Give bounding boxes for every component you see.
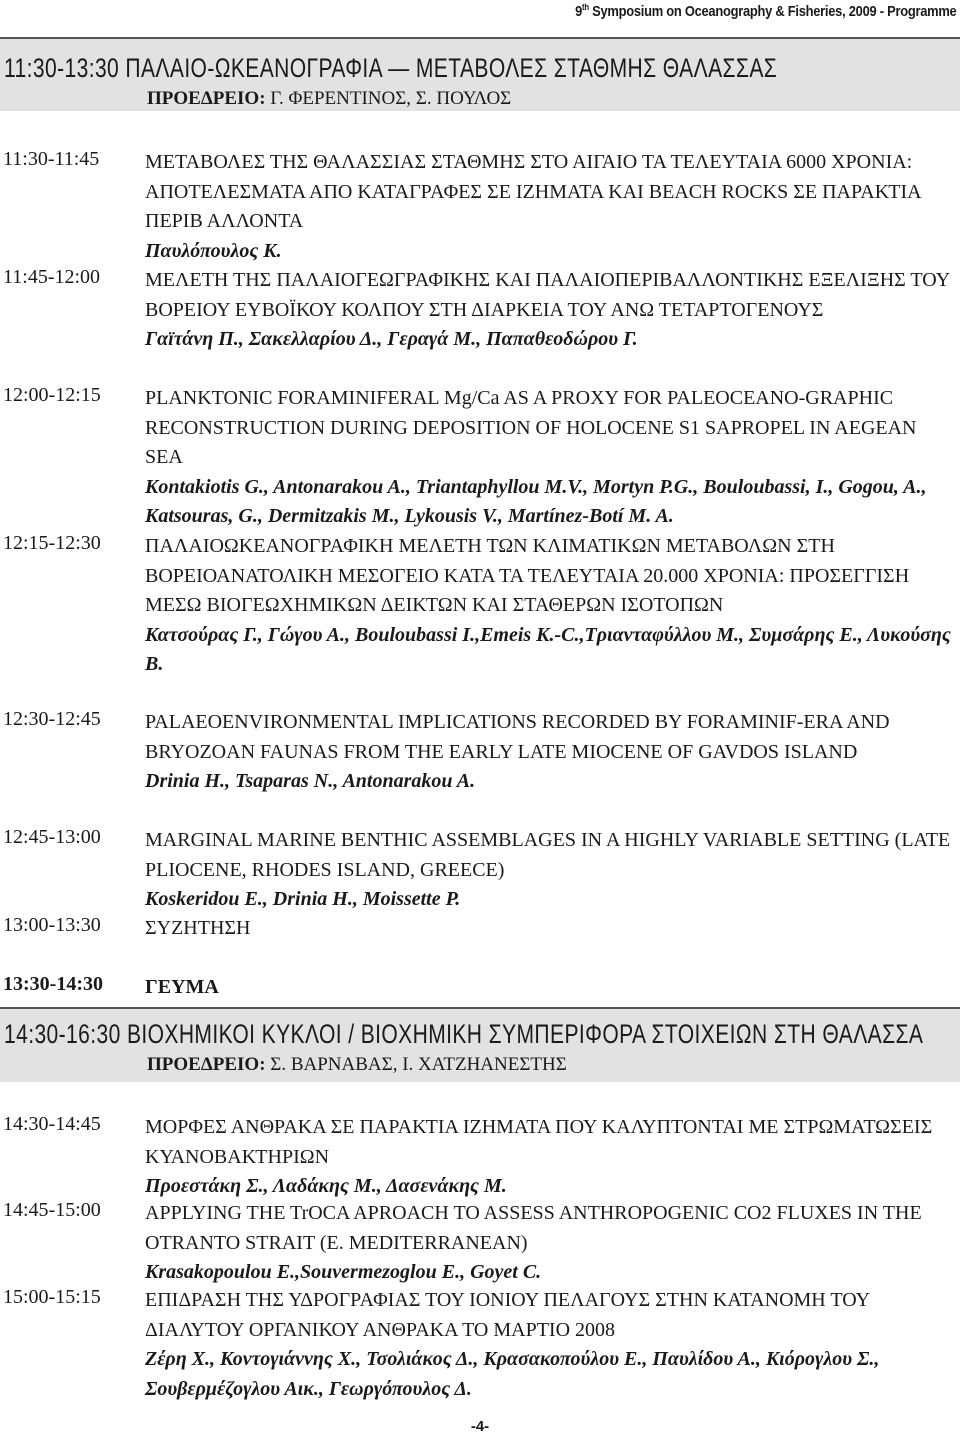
talk-title: ΣΥΖΗΤΗΣΗ bbox=[145, 917, 251, 939]
talk-time: 12:15-12:30 bbox=[3, 532, 101, 554]
talk-time: 12:30-12:45 bbox=[3, 708, 101, 730]
talk-authors: Krasakopoulou E.,Souvermezoglou E., Goyet C. bbox=[145, 1261, 542, 1284]
talk-time: 14:30-14:45 bbox=[3, 1113, 101, 1135]
lunch-label: ΓΕΥΜΑ bbox=[145, 976, 219, 998]
session-1-title: 11:30-13:30 ΠΑΛΑΙΟ-ΩΚΕΑΝΟΓΡΑΦΙΑ — ΜΕΤΑΒΟΛΕΣ ΣΤΑΘΜΗΣ ΘΑΛΑΣΣΑΣ bbox=[4, 53, 778, 83]
talk-time: 14:45-15:00 bbox=[3, 1199, 101, 1221]
talk-title: MARGINAL MARINE BENTHIC ASSEMBLAGES IN A HIGHLY VARIABLE SETTING (LATE PLIOCENE, RHODES ISLAND, GREECE) bbox=[145, 829, 951, 881]
talk-authors: Drinia H., Tsaparas N., Antonarakou A. bbox=[145, 770, 476, 793]
session-2-title: 14:30-16:30 ΒΙΟΧΗΜΙΚΟΙ ΚΥΚΛΟΙ / ΒΙΟΧΗΜΙΚΗ ΣΥΜΠΕΡΙΦΟΡΑ ΣΤΟΙΧΕΙΩΝ ΣΤΗ ΘΑΛΑΣΣΑ bbox=[4, 1019, 924, 1049]
page-number: -4- bbox=[470, 1418, 490, 1435]
talk-time: 13:00-13:30 bbox=[3, 914, 101, 936]
lunch-time: 13:30-14:30 bbox=[3, 973, 103, 995]
talk-authors: Γαϊτάνη Π., Σακελλαρίου Δ., Γεραγά Μ., Παπαθεοδώρου Γ. bbox=[145, 328, 638, 351]
talk-time: 11:30-11:45 bbox=[3, 148, 100, 170]
talk-authors: Προεστάκη Σ., Λαδάκης Μ., Δασενάκης Μ. bbox=[145, 1175, 507, 1198]
talk-authors: Παυλόπουλος Κ. bbox=[145, 239, 282, 262]
talk-title: APPLYING THE TrOCA APROACH TO ASSESS ANTHROPOGENIC CO2 FLUXES IN THE OTRANTO STRAIT (E. MEDITERRANEAN) bbox=[145, 1202, 922, 1254]
session-1-chair: ΠΡΟΕΔΡΕΙΟ: Γ. ΦΕΡΕΝΤΙΝΟΣ, Σ. ΠΟΥΛΟΣ bbox=[147, 88, 512, 109]
talk-title: ΠΑΛΑΙΟΩΚΕΑΝΟΓΡΑΦΙΚΗ ΜΕΛΕΤΗ ΤΩΝ ΚΛΙΜΑΤΙΚΩΝ ΜΕΤΑΒΟΛΩΝ ΣΤΗ ΒΟΡΕΙΟΑΝΑΤΟΛΙΚΗ ΜΕΣΟΓΕΙΟ ΚΑΤΑ ΤΑ ΤΕΛΕΥΤΑΙΑ 20.000 ΧΡΟΝΙΑ: ΠΡΟΣΕΓΓΙΣΗ ΜΕΣΩ ΒΙΟΓΕΩΧΗΜΙΚΩΝ ΔΕΙΚΤΩΝ ΚΑΙ ΣΤΑΘΕΡΩΝ ΙΣΟΤΟΠΩΝ bbox=[145, 535, 910, 617]
session-2-chair: ΠΡΟΕΔΡΕΙΟ: Σ. ΒΑΡΝΑΒΑΣ, Ι. ΧΑΤΖΗΑΝΕΣΤΗΣ bbox=[147, 1054, 567, 1075]
talk-authors: Koskeridou E., Drinia H., Moissette P. bbox=[145, 888, 461, 911]
talk-title: ΜΟΡΦΕΣ ΑΝΘΡΑΚΑ ΣΕ ΠΑΡΑΚΤΙΑ ΙΖΗΜΑΤΑ ΠΟΥ ΚΑΛΥΠΤΟΝΤΑΙ ΜΕ ΣΤΡΩΜΑΤΩΣΕΙΣ ΚΥΑΝΟΒΑΚΤΗΡΙΩΝ bbox=[145, 1116, 933, 1168]
talk-time: 12:00-12:15 bbox=[3, 384, 101, 406]
talk-authors: Ζέρη Χ., Κοντογιάννης Χ., Τσολιάκος Δ., Κρασακοπούλου Ε., Παυλίδου Α., Κιόρογλου Σ., Σουβερμέζογλου Αικ., Γεωργόπουλος Δ. bbox=[145, 1348, 880, 1400]
talk-title: PALAEOENVIRONMENTAL IMPLICATIONS RECORDED BY FORAMINIF-ERA AND BRYOZOAN FAUNAS FROM THE EARLY LATE MIOCENE OF GAVDOS ISLAND bbox=[145, 711, 890, 763]
talk-authors: Κατσούρας Γ., Γώγου Α., Bouloubassi I.,Emeis K.-C.,Τριανταφύλλου Μ., Συμσάρης Ε., Λυκούσης Β. bbox=[145, 623, 951, 676]
talk-title: ΜΕΛΕΤΗ ΤΗΣ ΠΑΛΑΙΟΓΕΩΓΡΑΦΙΚΗΣ ΚΑΙ ΠΑΛΑΙΟΠΕΡΙΒΑΛΛΟΝΤΙΚΗΣ ΕΞΕΛΙΞΗΣ ΤΟΥ ΒΟΡΕΙΟΥ ΕΥΒΟΪΚΟΥ ΚΟΛΠΟΥ ΣΤΗ ΔΙΑΡΚΕΙΑ ΤΟΥ ΑΝΩ ΤΕΤΑΡΤΟΓΕΝΟΥΣ bbox=[145, 269, 950, 321]
talk-time: 15:00-15:15 bbox=[3, 1286, 101, 1308]
page-header: 9th Symposium on Oceanography & Fisheries, 2009 - Programme bbox=[574, 2, 956, 20]
talk-authors: Kontakiotis G., Antonarakou A., Triantaphyllou M.V., Mortyn P.G., Bouloubassi, I., Gogou, A., Katsouras, G., Dermitzakis M., Lykousis V., Martínez-Botí M. A. bbox=[145, 475, 927, 528]
talk-title: PLANKTONIC FORAMINIFERAL Mg/Ca AS A PROXY FOR PALEOCEANO-GRAPHIC RECONSTRUCTION DURING DEPOSITION OF HOLOCENE S1 SAPROPEL IN AEGEAN SEA bbox=[145, 387, 917, 469]
talk-time: 11:45-12:00 bbox=[3, 266, 101, 288]
talk-title: ΜΕΤΑΒΟΛΕΣ ΤΗΣ ΘΑΛΑΣΣΙΑΣ ΣΤΑΘΜΗΣ ΣΤΟ ΑΙΓΑΙΟ ΤΑ ΤΕΛΕΥΤΑΙΑ 6000 ΧΡΟΝΙΑ: ΑΠΟΤΕΛΕΣΜΑΤΑ ΑΠΟ ΚΑΤΑΓΡΑΦΕΣ ΣΕ ΙΖΗΜΑΤΑ ΚΑΙ BEACH ROCKS ΣΕ ΠΑΡΑΚΤΙΑ ΠΕΡΙΒ ΑΛΛΟΝΤΑ bbox=[145, 151, 921, 233]
talk-time: 12:45-13:00 bbox=[3, 826, 101, 848]
talk-title: ΕΠΙΔΡΑΣΗ ΤΗΣ ΥΔΡΟΓΡΑΦΙΑΣ ΤΟΥ ΙΟΝΙΟΥ ΠΕΛΑΓΟΥΣ ΣΤΗΝ ΚΑΤΑΝΟΜΗ ΤΟΥ ΔΙΑΛΥΤΟΥ ΟΡΓΑΝΙΚΟΥ ΑΝΘΡΑΚΑ ΤΟ ΜΑΡΤΙΟ 2008 bbox=[145, 1289, 870, 1341]
